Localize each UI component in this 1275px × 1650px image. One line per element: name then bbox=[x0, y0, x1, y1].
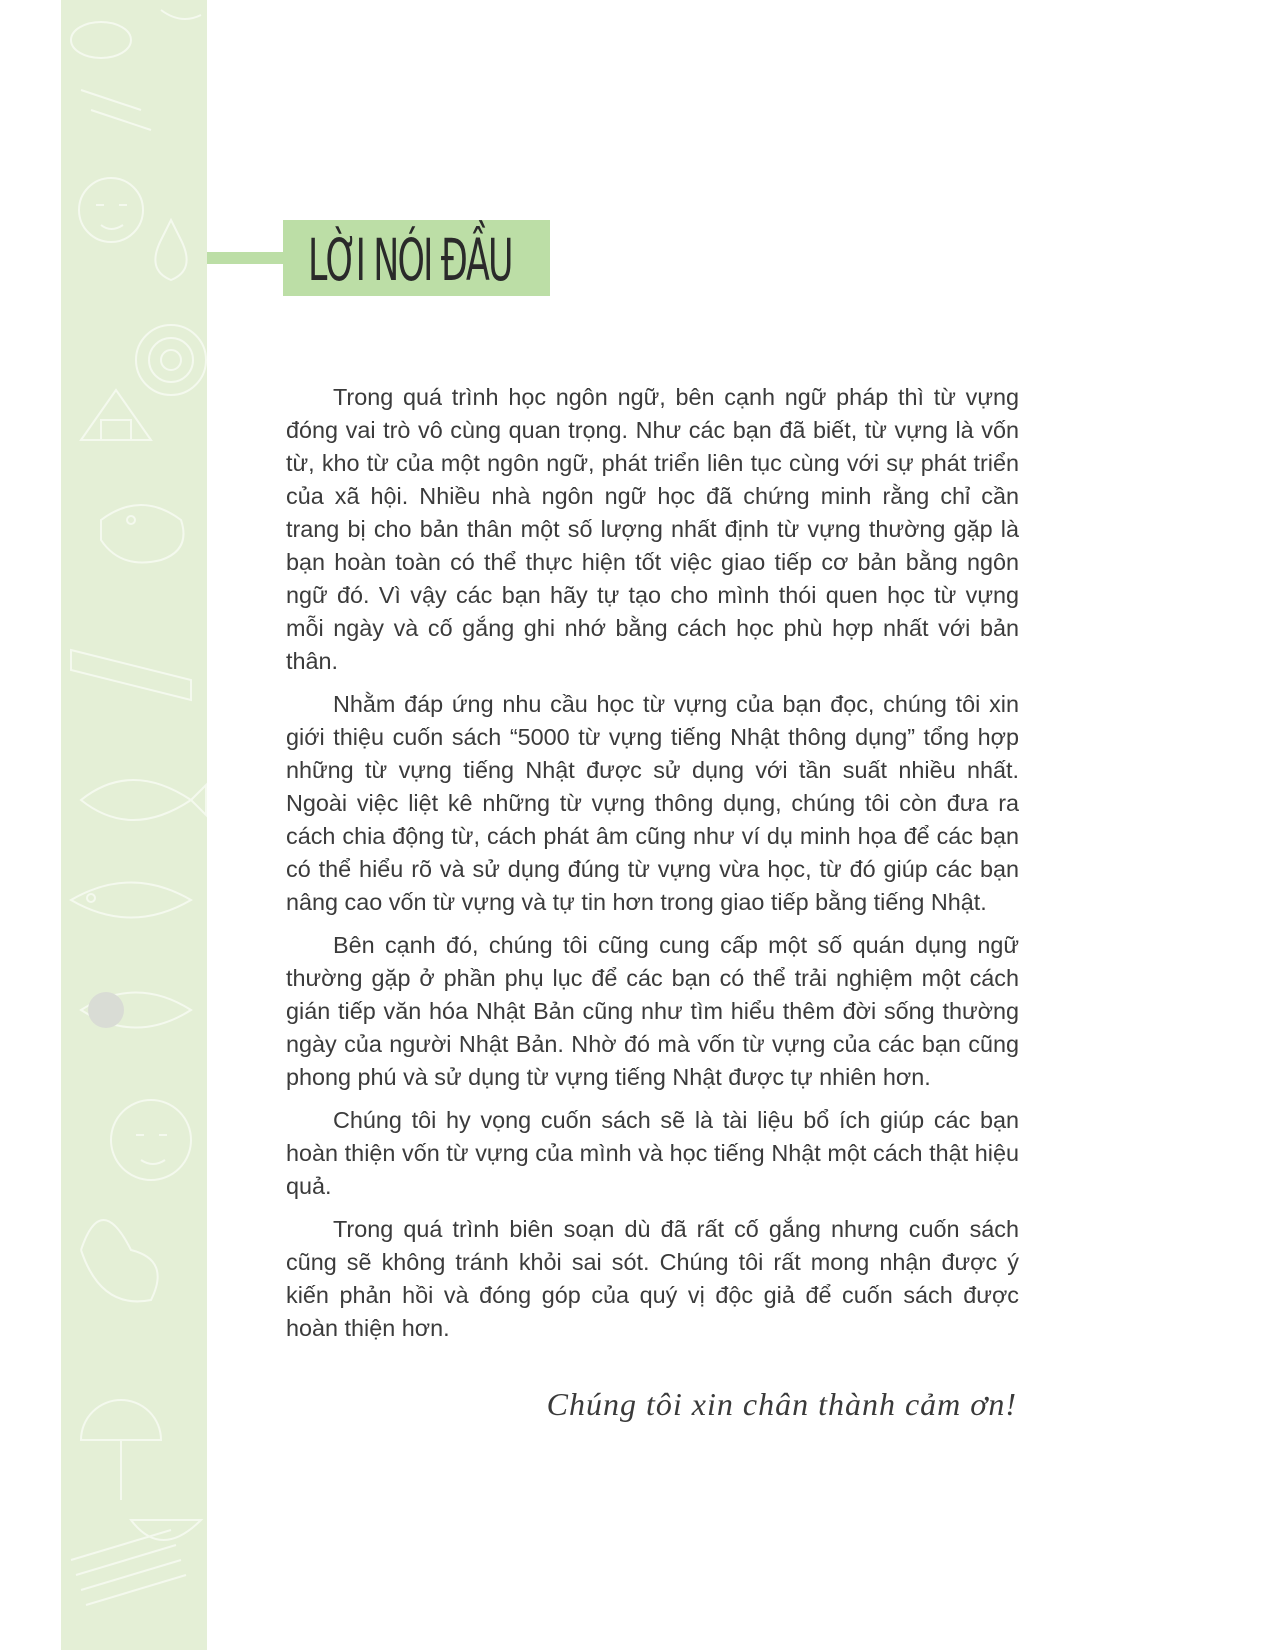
paragraph: Chúng tôi hy vọng cuốn sách sẽ là tài liệu bổ ích giúp các bạn hoàn thiện vốn từ vựng của mình và học tiếng Nhật một cách thật hiệu quả. bbox=[286, 1107, 1019, 1199]
page-title: LỜI NÓI ĐẦU bbox=[308, 226, 512, 294]
paragraph: Nhằm đáp ứng nhu cầu học từ vựng của bạn đọc, chúng tôi xin giới thiệu cuốn sách “5000 từ vựng tiếng Nhật thông dụng” tổng hợp những từ vựng tiếng Nhật được sử dụng với tần suất nhiều nhất. Ngoài việc liệt kê những từ vựng thông dụng, chúng tôi còn đưa ra cách chia động từ, cách phát âm cũng như ví dụ minh họa để các bạn có thể hiểu rõ và sử dụng đúng từ vựng vừa học, từ đó giúp các bạn nâng cao vốn từ vựng và tự tin hơn trong giao tiếp bằng tiếng Nhật. bbox=[286, 691, 1019, 915]
heading-connector-bar bbox=[207, 252, 285, 264]
food-line-art-pattern bbox=[61, 0, 207, 1650]
paragraph: Trong quá trình học ngôn ngữ, bên cạnh ngữ pháp thì từ vựng đóng vai trò vô cùng quan trọng. Như các bạn đã biết, từ vựng là vốn từ, kho từ của một ngôn ngữ, phát triển liên tục cùng với sự phát triển của xã hội. Nhiều nhà ngôn ngữ học đã chứng minh rằng chỉ cần trang bị cho bản thân một số lượng nhất định từ vựng thường gặp là bạn hoàn toàn có thể thực hiện tốt việc giao tiếp cơ bản bằng ngôn ngữ đó. Vì vậy các bạn hãy tự tạo cho mình thói quen học từ vựng mỗi ngày và cố gắng ghi nhớ bằng cách học phù hợp nhất với bản thân. bbox=[286, 384, 1019, 674]
paragraph: Bên cạnh đó, chúng tôi cũng cung cấp một số quán dụng ngữ thường gặp ở phần phụ lục để các bạn có thể trải nghiệm một cách gián tiếp văn hóa Nhật Bản cũng như tìm hiểu thêm đời sống thường ngày của người Nhật Bản. Nhờ đó mà vốn từ vựng của các bạn cũng phong phú và sử dụng từ vựng tiếng Nhật được tự nhiên hơn. bbox=[286, 932, 1019, 1090]
decorative-side-band bbox=[61, 0, 207, 1650]
preface-body bbox=[286, 381, 1019, 1355]
grey-dot bbox=[88, 992, 124, 1028]
paragraph: Trong quá trình biên soạn dù đã rất cố gắng nhưng cuốn sách cũng sẽ không tránh khỏi sai sót. Chúng tôi rất mong nhận được ý kiến phản hồi và đóng góp của quý vị độc giả để cuốn sách được hoàn thiện hơn. bbox=[286, 1216, 1019, 1341]
closing-signature: Chúng tôi xin chân thành cảm ơn! bbox=[546, 1386, 1017, 1422]
